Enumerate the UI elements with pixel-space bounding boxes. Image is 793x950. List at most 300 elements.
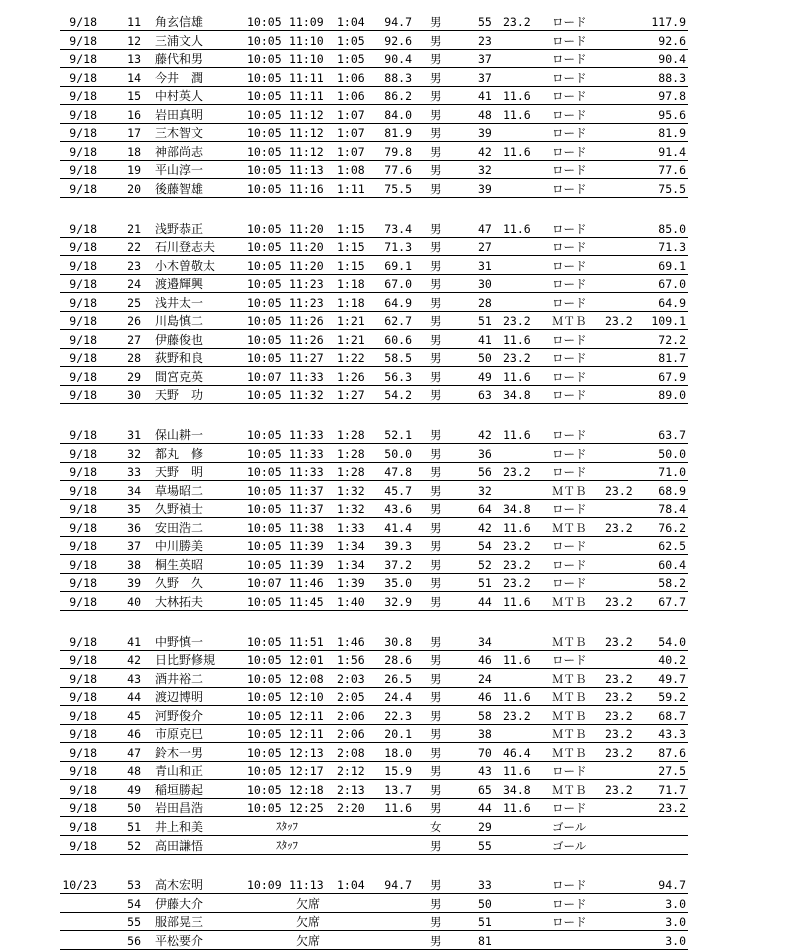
cell-score: 92.6 bbox=[658, 34, 686, 48]
cell-age: 54 bbox=[478, 539, 492, 553]
cell-finish: 11:12 bbox=[289, 126, 324, 140]
cell-time: 1:15 bbox=[337, 222, 365, 236]
cell-no: 33 bbox=[127, 465, 141, 479]
cell-finish: 11:20 bbox=[289, 222, 324, 236]
cell-score: 67.0 bbox=[658, 277, 686, 291]
cell-age: 64 bbox=[478, 502, 492, 516]
cell-no: 34 bbox=[127, 484, 141, 498]
cell-score: 91.4 bbox=[658, 145, 686, 159]
table-row bbox=[0, 744, 793, 762]
table-row bbox=[0, 725, 793, 743]
cell-no: 28 bbox=[127, 351, 141, 365]
cell-category: ロード bbox=[552, 447, 587, 461]
cell-no: 49 bbox=[127, 783, 141, 797]
cell-start: 10:05 bbox=[247, 222, 282, 236]
cell-score: 88.3 bbox=[658, 71, 686, 85]
cell-no: 36 bbox=[127, 521, 141, 535]
cell-age: 50 bbox=[478, 351, 492, 365]
cell-speed: 90.4 bbox=[384, 52, 412, 66]
row-divider bbox=[60, 517, 688, 518]
row-divider bbox=[60, 292, 688, 293]
cell-sex: 男 bbox=[430, 915, 442, 929]
row-divider bbox=[60, 104, 688, 105]
cell-name: 井上和美 bbox=[155, 820, 204, 834]
cell-speed: 45.7 bbox=[384, 484, 412, 498]
cell-time: 1:07 bbox=[337, 108, 365, 122]
cell-category: ロード bbox=[552, 145, 587, 159]
cell-score: 71.3 bbox=[658, 240, 686, 254]
cell-time: 1:06 bbox=[337, 71, 365, 85]
cell-finish: 11:12 bbox=[289, 108, 324, 122]
cell-date: 9/18 bbox=[69, 89, 97, 103]
cell-name: 都丸 修 bbox=[155, 447, 204, 461]
cell-age: 44 bbox=[478, 801, 492, 815]
cell-name: 渡邉輝興 bbox=[155, 277, 204, 291]
row-divider bbox=[60, 930, 688, 931]
cell-date: 9/18 bbox=[69, 465, 97, 479]
table-row bbox=[0, 143, 793, 161]
cell-date: 9/18 bbox=[69, 163, 97, 177]
row-divider bbox=[60, 610, 688, 611]
cell-sex: 男 bbox=[430, 89, 442, 103]
cell-adj: 11.6 bbox=[503, 595, 531, 609]
cell-category: ロード bbox=[552, 333, 587, 347]
cell-age: 81 bbox=[478, 934, 492, 948]
cell-name: 三木智文 bbox=[155, 126, 204, 140]
cell-no: 44 bbox=[127, 690, 141, 704]
cell-finish: 11:10 bbox=[289, 34, 324, 48]
cell-sex: 男 bbox=[430, 71, 442, 85]
cell-age: 58 bbox=[478, 709, 492, 723]
cell-start: 10:05 bbox=[247, 182, 282, 196]
table-row bbox=[0, 818, 793, 836]
table-row bbox=[0, 275, 793, 293]
cell-category: ロード bbox=[552, 897, 587, 911]
cell-finish: 12:11 bbox=[289, 727, 324, 741]
cell-age: 51 bbox=[478, 314, 492, 328]
cell-time: 1:26 bbox=[337, 370, 365, 384]
cell-start: 10:05 bbox=[247, 296, 282, 310]
cell-start: 10:05 bbox=[247, 521, 282, 535]
cell-time: 1:15 bbox=[337, 240, 365, 254]
cell-age: 36 bbox=[478, 447, 492, 461]
table-row bbox=[0, 238, 793, 256]
cell-note: 欠席 bbox=[296, 897, 321, 911]
cell-start: 10:05 bbox=[247, 764, 282, 778]
cell-speed: 69.1 bbox=[384, 259, 412, 273]
cell-start: 10:05 bbox=[247, 801, 282, 815]
cell-name: 伊藤俊也 bbox=[155, 333, 204, 347]
cell-cat-adj: 23.2 bbox=[605, 484, 633, 498]
table-row bbox=[0, 294, 793, 312]
cell-speed: 94.7 bbox=[384, 878, 412, 892]
cell-score: 85.0 bbox=[658, 222, 686, 236]
cell-date: 9/18 bbox=[69, 672, 97, 686]
cell-category: ロード bbox=[552, 163, 587, 177]
cell-age: 52 bbox=[478, 558, 492, 572]
cell-sex: 男 bbox=[430, 576, 442, 590]
cell-age: 42 bbox=[478, 145, 492, 159]
cell-score: 64.9 bbox=[658, 296, 686, 310]
cell-date: 9/18 bbox=[69, 690, 97, 704]
cell-date: 9/18 bbox=[69, 145, 97, 159]
cell-adj: 11.6 bbox=[503, 89, 531, 103]
cell-adj: 11.6 bbox=[503, 108, 531, 122]
cell-category: ロード bbox=[552, 296, 587, 310]
cell-start: 10:05 bbox=[247, 502, 282, 516]
cell-date: 9/18 bbox=[69, 314, 97, 328]
table-row bbox=[0, 220, 793, 238]
cell-category: ロード bbox=[552, 878, 587, 892]
cell-time: 1:32 bbox=[337, 484, 365, 498]
cell-speed: 73.4 bbox=[384, 222, 412, 236]
cell-no: 40 bbox=[127, 595, 141, 609]
cell-speed: 11.6 bbox=[384, 801, 412, 815]
cell-sex: 男 bbox=[430, 333, 442, 347]
cell-score: 117.9 bbox=[651, 15, 686, 29]
cell-time: 1:34 bbox=[337, 558, 365, 572]
cell-sex: 男 bbox=[430, 108, 442, 122]
cell-age: 44 bbox=[478, 595, 492, 609]
row-divider bbox=[60, 30, 688, 31]
cell-category: ロード bbox=[552, 182, 587, 196]
row-divider bbox=[60, 742, 688, 743]
table-row bbox=[0, 482, 793, 500]
cell-age: 32 bbox=[478, 163, 492, 177]
cell-finish: 11:13 bbox=[289, 163, 324, 177]
cell-sex: 男 bbox=[430, 15, 442, 29]
cell-time: 2:20 bbox=[337, 801, 365, 815]
cell-finish: 11:27 bbox=[289, 351, 324, 365]
cell-age: 70 bbox=[478, 746, 492, 760]
table-row bbox=[0, 932, 793, 950]
cell-date: 9/18 bbox=[69, 539, 97, 553]
cell-finish: 12:08 bbox=[289, 672, 324, 686]
row-divider bbox=[60, 854, 688, 855]
table-row bbox=[0, 13, 793, 31]
cell-speed: 75.5 bbox=[384, 182, 412, 196]
table-row bbox=[0, 87, 793, 105]
cell-age: 29 bbox=[478, 820, 492, 834]
cell-time: 2:13 bbox=[337, 783, 365, 797]
table-row bbox=[0, 837, 793, 855]
cell-sex: 男 bbox=[430, 839, 442, 853]
cell-adj: 23.2 bbox=[503, 539, 531, 553]
table-row bbox=[0, 386, 793, 404]
cell-category: ロード bbox=[552, 34, 587, 48]
cell-cat-adj: 23.2 bbox=[605, 672, 633, 686]
table-row bbox=[0, 670, 793, 688]
cell-time: 1:56 bbox=[337, 653, 365, 667]
cell-time: 1:06 bbox=[337, 89, 365, 103]
cell-name: 天野 功 bbox=[155, 388, 204, 402]
cell-finish: 11:45 bbox=[289, 595, 324, 609]
cell-start: 10:05 bbox=[247, 351, 282, 365]
cell-speed: 67.0 bbox=[384, 277, 412, 291]
cell-age: 51 bbox=[478, 915, 492, 929]
row-divider bbox=[60, 893, 688, 894]
cell-speed: 30.8 bbox=[384, 635, 412, 649]
cell-name: 服部晃三 bbox=[155, 915, 204, 929]
cell-start: 10:05 bbox=[247, 539, 282, 553]
cell-name: 伊藤大介 bbox=[155, 897, 204, 911]
cell-score: 109.1 bbox=[651, 314, 686, 328]
cell-sex: 男 bbox=[430, 690, 442, 704]
cell-category: ゴール bbox=[552, 820, 587, 834]
cell-name: 青山和正 bbox=[155, 764, 204, 778]
cell-speed: 13.7 bbox=[384, 783, 412, 797]
cell-score: 59.2 bbox=[658, 690, 686, 704]
cell-start: 10:07 bbox=[247, 576, 282, 590]
cell-speed: 77.6 bbox=[384, 163, 412, 177]
cell-sex: 男 bbox=[430, 709, 442, 723]
cell-category: ロード bbox=[552, 764, 587, 778]
cell-speed: 15.9 bbox=[384, 764, 412, 778]
row-divider bbox=[60, 668, 688, 669]
cell-score: 94.7 bbox=[658, 878, 686, 892]
cell-category: ロード bbox=[552, 576, 587, 590]
cell-no: 32 bbox=[127, 447, 141, 461]
cell-adj: 23.2 bbox=[503, 15, 531, 29]
cell-finish: 11:33 bbox=[289, 465, 324, 479]
cell-score: 81.7 bbox=[658, 351, 686, 365]
table-row bbox=[0, 574, 793, 592]
cell-name: 三浦文人 bbox=[155, 34, 204, 48]
cell-speed: 56.3 bbox=[384, 370, 412, 384]
cell-start: 10:05 bbox=[247, 15, 282, 29]
cell-no: 26 bbox=[127, 314, 141, 328]
cell-date: 9/18 bbox=[69, 277, 97, 291]
cell-score: 60.4 bbox=[658, 558, 686, 572]
cell-sex: 男 bbox=[430, 783, 442, 797]
cell-category: ロード bbox=[552, 351, 587, 365]
cell-sex: 女 bbox=[430, 820, 442, 834]
cell-sex: 男 bbox=[430, 465, 442, 479]
cell-speed: 43.6 bbox=[384, 502, 412, 516]
cell-no: 23 bbox=[127, 259, 141, 273]
cell-date: 9/18 bbox=[69, 182, 97, 196]
cell-sex: 男 bbox=[430, 521, 442, 535]
cell-finish: 11:33 bbox=[289, 370, 324, 384]
cell-time: 1:07 bbox=[337, 145, 365, 159]
cell-start: 10:05 bbox=[247, 259, 282, 273]
cell-age: 46 bbox=[478, 690, 492, 704]
cell-start: 10:05 bbox=[247, 653, 282, 667]
cell-speed: 86.2 bbox=[384, 89, 412, 103]
cell-sex: 男 bbox=[430, 240, 442, 254]
cell-start: 10:05 bbox=[247, 746, 282, 760]
cell-start: 10:05 bbox=[247, 465, 282, 479]
cell-score: 77.6 bbox=[658, 163, 686, 177]
cell-category: ロード bbox=[552, 108, 587, 122]
cell-category: ロード bbox=[552, 801, 587, 815]
cell-name: 間宮克英 bbox=[155, 370, 204, 384]
cell-name: 草場昭二 bbox=[155, 484, 204, 498]
cell-score: 75.5 bbox=[658, 182, 686, 196]
cell-finish: 11:46 bbox=[289, 576, 324, 590]
cell-finish: 11:37 bbox=[289, 502, 324, 516]
cell-adj: 11.6 bbox=[503, 428, 531, 442]
cell-category: ロード bbox=[552, 465, 587, 479]
cell-sex: 男 bbox=[430, 878, 442, 892]
cell-start: 10:05 bbox=[247, 783, 282, 797]
cell-no: 30 bbox=[127, 388, 141, 402]
cell-time: 1:39 bbox=[337, 576, 365, 590]
cell-date: 9/18 bbox=[69, 502, 97, 516]
cell-finish: 12:25 bbox=[289, 801, 324, 815]
cell-category: ロード bbox=[552, 539, 587, 553]
row-divider bbox=[60, 67, 688, 68]
cell-category: ロード bbox=[552, 428, 587, 442]
cell-adj: 11.6 bbox=[503, 521, 531, 535]
cell-time: 1:15 bbox=[337, 259, 365, 273]
cell-adj: 11.6 bbox=[503, 145, 531, 159]
cell-time: 2:06 bbox=[337, 727, 365, 741]
cell-speed: 84.0 bbox=[384, 108, 412, 122]
cell-finish: 12:11 bbox=[289, 709, 324, 723]
cell-date: 9/18 bbox=[69, 240, 97, 254]
cell-date: 9/18 bbox=[69, 783, 97, 797]
cell-sex: 男 bbox=[430, 259, 442, 273]
cell-age: 27 bbox=[478, 240, 492, 254]
cell-age: 48 bbox=[478, 108, 492, 122]
row-divider bbox=[60, 178, 688, 179]
cell-cat-adj: 23.2 bbox=[605, 727, 633, 741]
cell-no: 20 bbox=[127, 182, 141, 196]
cell-no: 43 bbox=[127, 672, 141, 686]
cell-category: ＭＴＢ bbox=[552, 690, 587, 704]
cell-adj: 11.6 bbox=[503, 801, 531, 815]
cell-date: 9/18 bbox=[69, 259, 97, 273]
cell-score: 62.5 bbox=[658, 539, 686, 553]
cell-no: 55 bbox=[127, 915, 141, 929]
cell-start: 10:07 bbox=[247, 370, 282, 384]
cell-start: 10:05 bbox=[247, 447, 282, 461]
cell-category: ロード bbox=[552, 502, 587, 516]
cell-category: ＭＴＢ bbox=[552, 635, 587, 649]
cell-finish: 11:33 bbox=[289, 428, 324, 442]
table-row bbox=[0, 876, 793, 894]
table-row bbox=[0, 762, 793, 780]
cell-adj: 23.2 bbox=[503, 314, 531, 328]
cell-adj: 23.2 bbox=[503, 465, 531, 479]
cell-speed: 62.7 bbox=[384, 314, 412, 328]
cell-no: 16 bbox=[127, 108, 141, 122]
cell-age: 51 bbox=[478, 576, 492, 590]
cell-age: 30 bbox=[478, 277, 492, 291]
cell-score: 97.8 bbox=[658, 89, 686, 103]
cell-date: 9/18 bbox=[69, 746, 97, 760]
cell-age: 42 bbox=[478, 428, 492, 442]
cell-time: 2:08 bbox=[337, 746, 365, 760]
cell-no: 29 bbox=[127, 370, 141, 384]
cell-age: 23 bbox=[478, 34, 492, 48]
cell-speed: 58.5 bbox=[384, 351, 412, 365]
table-row bbox=[0, 50, 793, 68]
cell-age: 55 bbox=[478, 839, 492, 853]
cell-time: 1:33 bbox=[337, 521, 365, 535]
cell-no: 18 bbox=[127, 145, 141, 159]
cell-finish: 11:11 bbox=[289, 71, 324, 85]
cell-speed: 88.3 bbox=[384, 71, 412, 85]
cell-name: 小木曽敬太 bbox=[155, 259, 216, 273]
cell-speed: 50.0 bbox=[384, 447, 412, 461]
cell-no: 38 bbox=[127, 558, 141, 572]
cell-finish: 11:26 bbox=[289, 314, 324, 328]
table-row bbox=[0, 633, 793, 651]
cell-start: 10:05 bbox=[247, 428, 282, 442]
cell-start: 10:05 bbox=[247, 145, 282, 159]
cell-speed: 54.2 bbox=[384, 388, 412, 402]
cell-adj: 11.6 bbox=[503, 653, 531, 667]
cell-finish: 12:17 bbox=[289, 764, 324, 778]
cell-category: ＭＴＢ bbox=[552, 709, 587, 723]
cell-speed: 41.4 bbox=[384, 521, 412, 535]
cell-date: 9/18 bbox=[69, 635, 97, 649]
cell-date: 9/18 bbox=[69, 484, 97, 498]
cell-score: 90.4 bbox=[658, 52, 686, 66]
cell-start: 10:05 bbox=[247, 277, 282, 291]
cell-date: 9/18 bbox=[69, 388, 97, 402]
cell-age: 24 bbox=[478, 672, 492, 686]
cell-category: ロード bbox=[552, 259, 587, 273]
cell-time: 1:18 bbox=[337, 277, 365, 291]
cell-adj: 11.6 bbox=[503, 333, 531, 347]
table-row bbox=[0, 519, 793, 537]
cell-no: 41 bbox=[127, 635, 141, 649]
cell-age: 39 bbox=[478, 182, 492, 196]
cell-cat-adj: 23.2 bbox=[605, 521, 633, 535]
cell-cat-adj: 23.2 bbox=[605, 783, 633, 797]
cell-adj: 34.8 bbox=[503, 502, 531, 516]
cell-finish: 11:20 bbox=[289, 259, 324, 273]
cell-category: ロード bbox=[552, 240, 587, 254]
cell-no: 27 bbox=[127, 333, 141, 347]
cell-no: 47 bbox=[127, 746, 141, 760]
cell-time: 1:21 bbox=[337, 314, 365, 328]
cell-finish: 12:10 bbox=[289, 690, 324, 704]
cell-no: 17 bbox=[127, 126, 141, 140]
table-row bbox=[0, 799, 793, 817]
cell-score: 95.6 bbox=[658, 108, 686, 122]
cell-start: 10:05 bbox=[247, 672, 282, 686]
cell-name: 岩田真明 bbox=[155, 108, 204, 122]
cell-finish: 11:38 bbox=[289, 521, 324, 535]
cell-age: 42 bbox=[478, 521, 492, 535]
cell-date: 9/18 bbox=[69, 521, 97, 535]
cell-no: 22 bbox=[127, 240, 141, 254]
cell-speed: 71.3 bbox=[384, 240, 412, 254]
row-divider bbox=[60, 403, 688, 404]
cell-sex: 男 bbox=[430, 388, 442, 402]
cell-sex: 男 bbox=[430, 370, 442, 384]
cell-category: ＭＴＢ bbox=[552, 727, 587, 741]
cell-adj: 23.2 bbox=[503, 709, 531, 723]
cell-name: 河野俊介 bbox=[155, 709, 204, 723]
cell-time: 2:03 bbox=[337, 672, 365, 686]
cell-score: 68.9 bbox=[658, 484, 686, 498]
cell-age: 37 bbox=[478, 71, 492, 85]
cell-sex: 男 bbox=[430, 52, 442, 66]
cell-name: 酒井裕二 bbox=[155, 672, 204, 686]
cell-name: 中川勝美 bbox=[155, 539, 204, 553]
cell-speed: 64.9 bbox=[384, 296, 412, 310]
cell-date: 9/18 bbox=[69, 71, 97, 85]
row-divider bbox=[60, 197, 688, 198]
cell-score: 87.6 bbox=[658, 746, 686, 760]
cell-age: 41 bbox=[478, 89, 492, 103]
cell-sex: 男 bbox=[430, 746, 442, 760]
